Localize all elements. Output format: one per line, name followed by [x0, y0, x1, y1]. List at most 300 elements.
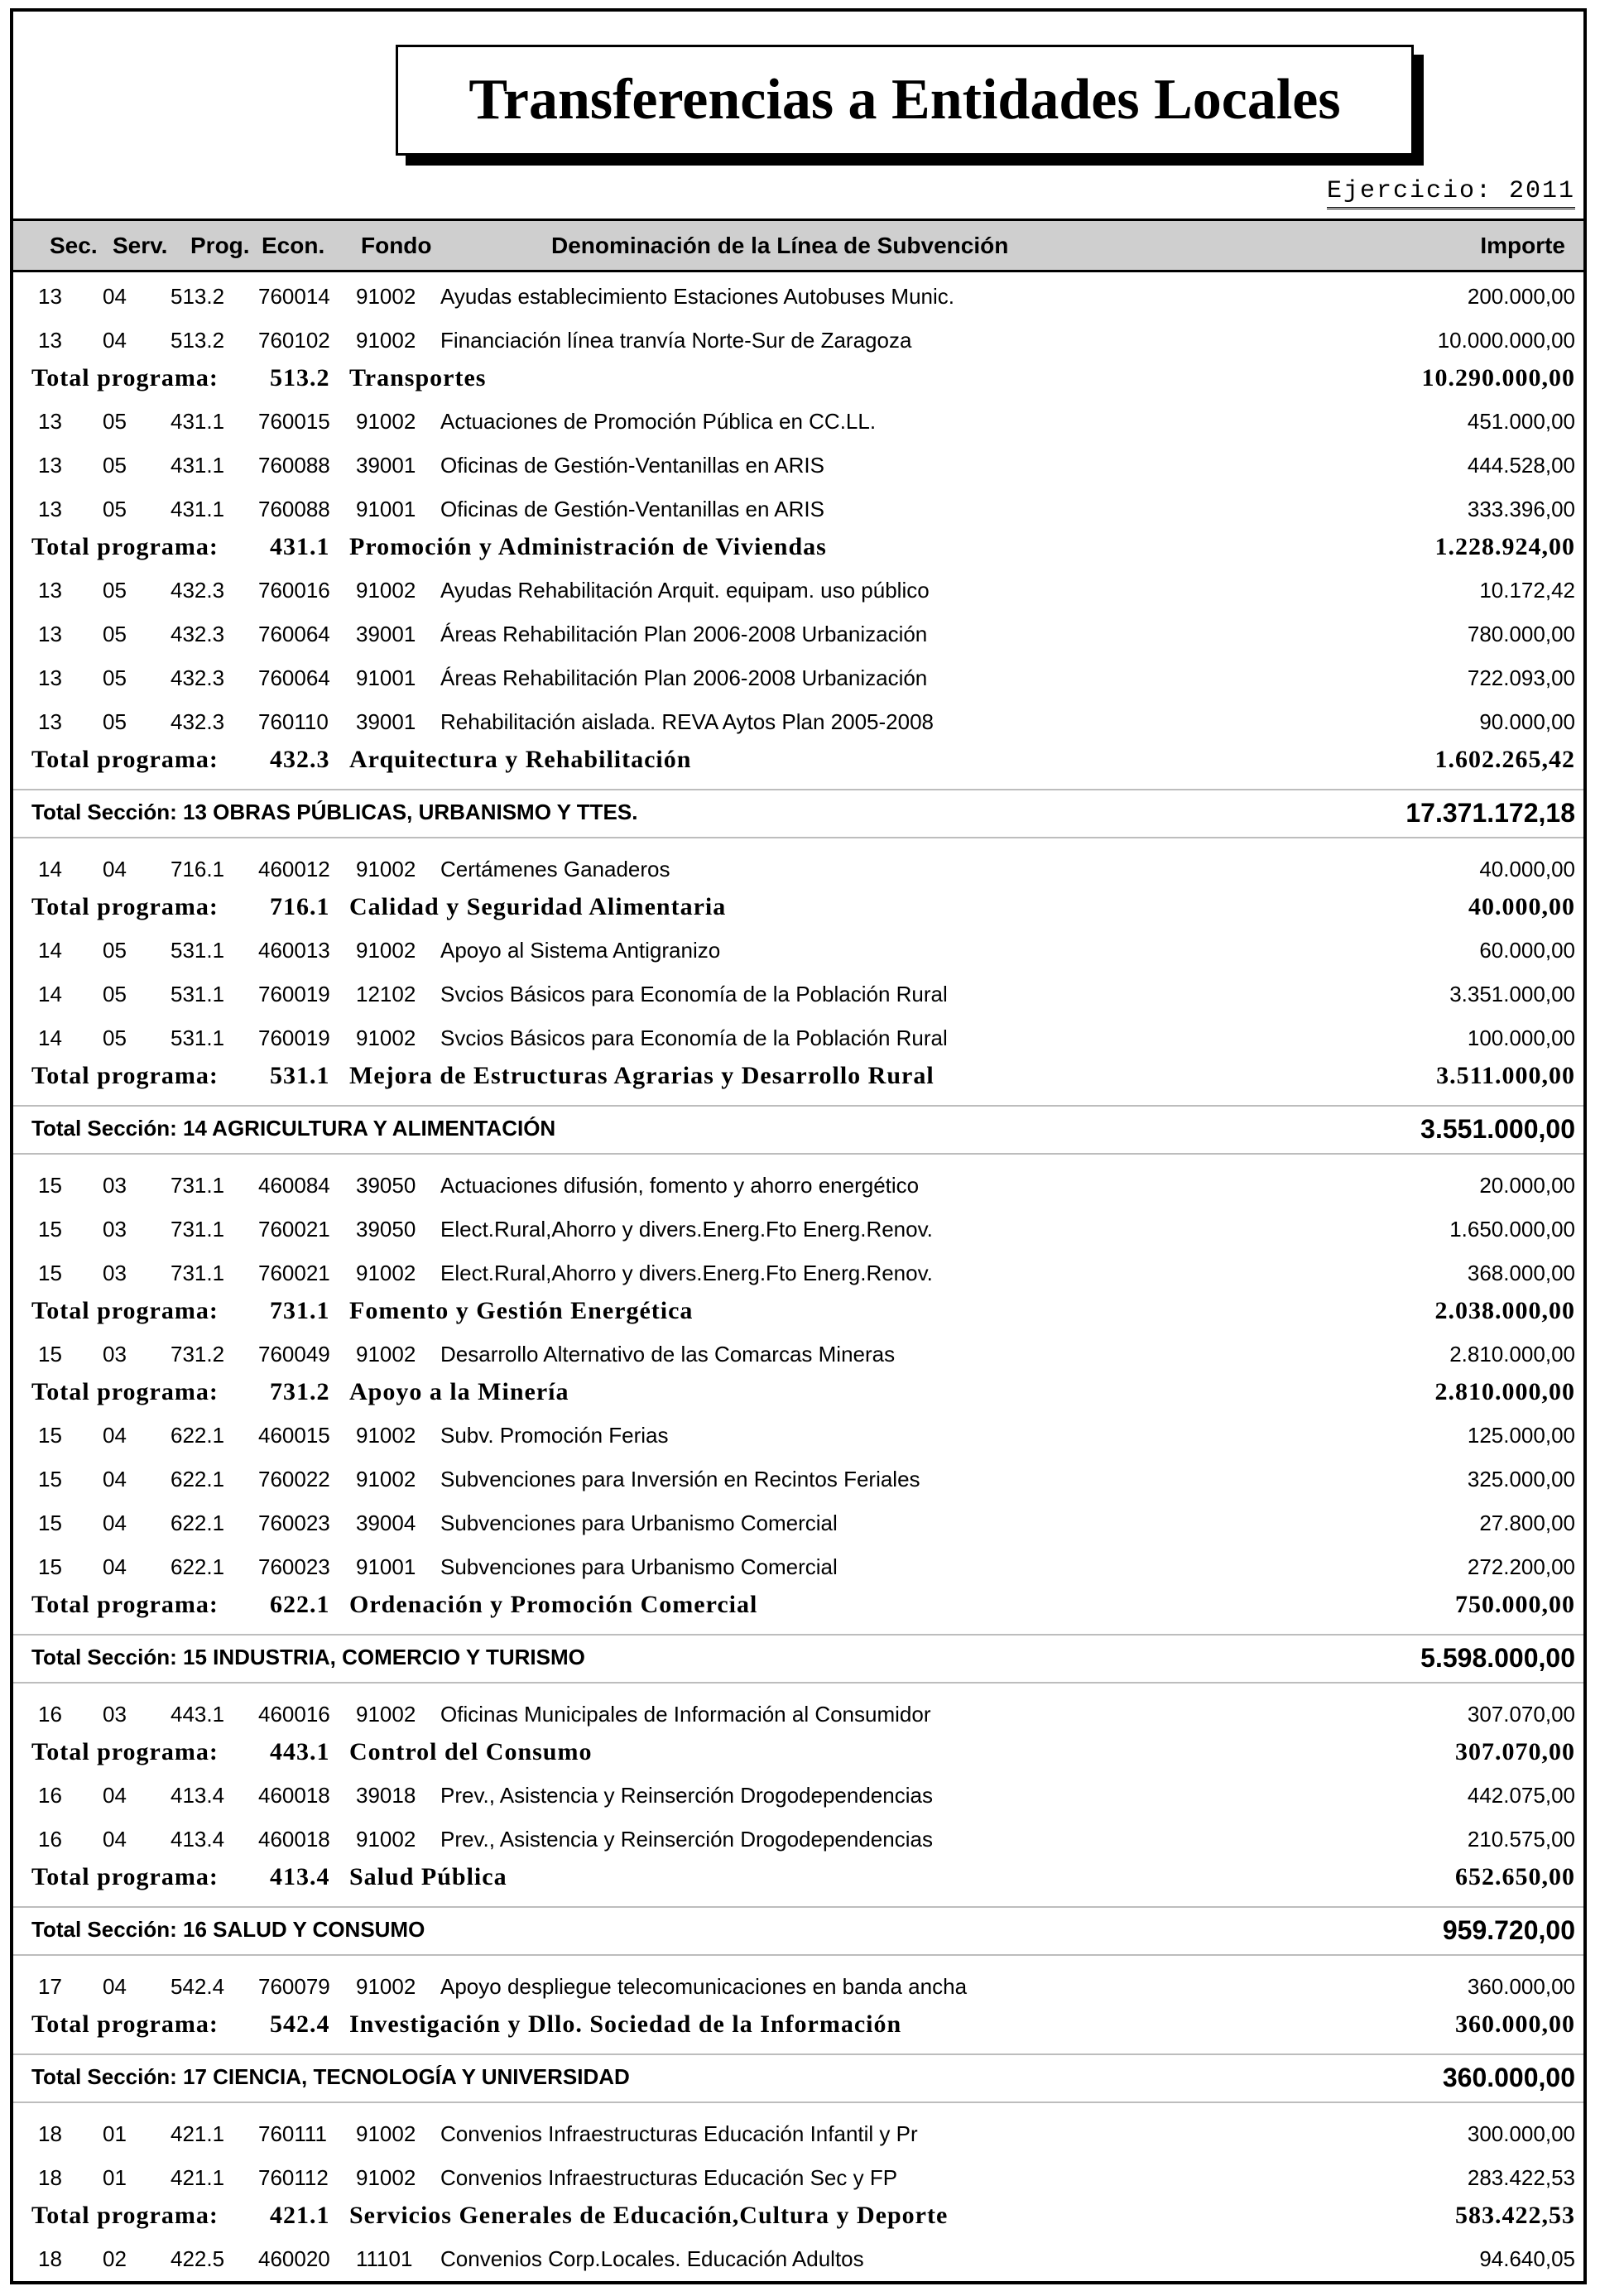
cell-importe: 10.172,42 [1479, 578, 1575, 603]
cell-prog: 622.1 [171, 1467, 225, 1491]
cell-denominacion: Áreas Rehabilitación Plan 2006-2008 Urbanización [440, 665, 928, 690]
cell-econ: 460016 [258, 1702, 330, 1727]
cell-econ: 760023 [258, 1511, 330, 1535]
cell-fondo: 91001 [356, 1554, 416, 1579]
cell-serv: 03 [103, 1342, 127, 1367]
cell-importe: 1.650.000,00 [1449, 1217, 1575, 1242]
cell-fondo: 39018 [356, 1783, 416, 1808]
cell-fondo: 11101 [356, 2246, 413, 2271]
program-total-row [13, 2006, 1583, 2044]
table-row [13, 1499, 1583, 1543]
cell-fondo: 91002 [356, 1827, 416, 1852]
cell-sec: 13 [38, 328, 62, 353]
cell-importe: 2.810.000,00 [1449, 1342, 1575, 1367]
table-row [13, 1815, 1583, 1859]
table-row [13, 1690, 1583, 1734]
cell-prog: 716.1 [171, 857, 225, 881]
cell-sec: 15 [38, 1423, 62, 1448]
col-header-sec: Sec. [50, 233, 98, 258]
cell-econ: 760064 [258, 665, 330, 690]
table-row [13, 2235, 1583, 2279]
cell-denominacion: Rehabilitación aislada. REVA Aytos Plan 2005-2008 [440, 709, 934, 734]
column-header-bar [13, 219, 1583, 272]
cell-denominacion: Áreas Rehabilitación Plan 2006-2008 Urbanización [440, 622, 928, 646]
program-code: 542.4 [270, 2010, 330, 2038]
cell-fondo: 39004 [356, 1511, 416, 1535]
program-code: 443.1 [270, 1738, 330, 1765]
program-name: Transportes [349, 364, 487, 391]
table-row [13, 397, 1583, 441]
program-total-label: Total programa: [31, 364, 219, 391]
table-row [13, 1014, 1583, 1058]
col-header-econ: Econ. [262, 233, 325, 258]
table-row [13, 1411, 1583, 1455]
program-code: 731.1 [270, 1297, 330, 1324]
cell-econ: 460020 [258, 2246, 330, 2271]
cell-denominacion: Prev., Asistencia y Reinserción Drogodependencias [440, 1783, 933, 1808]
program-name: Mejora de Estructuras Agrarias y Desarrollo Rural [349, 1062, 935, 1089]
program-name: Calidad y Seguridad Alimentaria [349, 893, 727, 920]
program-code: 431.1 [270, 533, 330, 560]
cell-sec: 14 [38, 938, 62, 963]
cell-serv: 05 [103, 622, 127, 646]
cell-fondo: 91002 [356, 578, 416, 603]
cell-serv: 01 [103, 2165, 127, 2190]
table-row [13, 926, 1583, 970]
cell-serv: 03 [103, 1173, 127, 1198]
cell-fondo: 91002 [356, 1702, 416, 1727]
col-header-fondo: Fondo [361, 233, 432, 258]
cell-prog: 731.1 [171, 1217, 225, 1242]
program-total-label: Total programa: [31, 1062, 219, 1089]
section-total-amount: 360.000,00 [1442, 2063, 1575, 2092]
program-name: Apoyo a la Minería [349, 1378, 569, 1405]
cell-serv: 05 [103, 982, 127, 1006]
section-total-label: Total Sección: 14 AGRICULTURA Y ALIMENTACIÓN [31, 1116, 556, 1141]
cell-importe: 444.528,00 [1467, 453, 1575, 478]
cell-prog: 531.1 [171, 1026, 225, 1050]
cell-econ: 460018 [258, 1827, 330, 1852]
cell-econ: 760019 [258, 1026, 330, 1050]
program-total-amount: 2.038.000,00 [1434, 1297, 1575, 1324]
table-row [13, 272, 1583, 316]
table-row [13, 698, 1583, 742]
program-total-row [13, 2198, 1583, 2235]
section-total-label: Total Sección: 16 SALUD Y CONSUMO [31, 1917, 425, 1942]
cell-importe: 60.000,00 [1479, 938, 1575, 963]
cell-prog: 432.3 [171, 709, 225, 734]
cell-sec: 15 [38, 1261, 62, 1285]
cell-denominacion: Svcios Básicos para Economía de la Población Rural [440, 1026, 948, 1050]
cell-econ: 460012 [258, 857, 330, 881]
cell-importe: 20.000,00 [1479, 1173, 1575, 1198]
cell-denominacion: Financiación línea tranvía Norte-Sur de Zaragoza [440, 328, 912, 353]
program-code: 421.1 [270, 2202, 330, 2229]
cell-fondo: 91002 [356, 409, 416, 434]
report-page [10, 8, 1587, 2284]
program-name: Servicios Generales de Educación,Cultura y Deporte [349, 2202, 949, 2229]
program-total-amount: 750.000,00 [1455, 1591, 1575, 1618]
cell-serv: 05 [103, 938, 127, 963]
cell-fondo: 91002 [356, 328, 416, 353]
section-total-row [13, 1906, 1583, 1956]
section-total-amount: 959.720,00 [1442, 1915, 1575, 1945]
program-total-label: Total programa: [31, 1591, 219, 1618]
table-row [13, 1962, 1583, 2006]
program-total-amount: 652.650,00 [1455, 1863, 1575, 1890]
cell-prog: 731.2 [171, 1342, 225, 1367]
cell-sec: 14 [38, 982, 62, 1006]
cell-denominacion: Subvenciones para Inversión en Recintos Feriales [440, 1467, 920, 1491]
cell-fondo: 91002 [356, 284, 416, 309]
cell-denominacion: Ayudas Rehabilitación Arquit. equipam. uso público [440, 578, 930, 603]
cell-importe: 200.000,00 [1467, 284, 1575, 309]
cell-denominacion: Svcios Básicos para Economía de la Población Rural [440, 982, 948, 1006]
cell-importe: 368.000,00 [1467, 1261, 1575, 1285]
table-row [13, 1249, 1583, 1293]
program-code: 531.1 [270, 1062, 330, 1089]
cell-serv: 05 [103, 497, 127, 521]
cell-importe: 272.200,00 [1467, 1554, 1575, 1579]
cell-serv: 05 [103, 665, 127, 690]
table-row [13, 2110, 1583, 2154]
cell-serv: 03 [103, 1261, 127, 1285]
program-total-amount: 2.810.000,00 [1434, 1378, 1575, 1405]
cell-denominacion: Subvenciones para Urbanismo Comercial [440, 1554, 838, 1579]
cell-serv: 01 [103, 2121, 127, 2146]
table-row [13, 1455, 1583, 1499]
cell-serv: 03 [103, 1702, 127, 1727]
section-total-amount: 5.598.000,00 [1420, 1643, 1575, 1673]
cell-econ: 460013 [258, 938, 330, 963]
program-total-row [13, 889, 1583, 926]
cell-importe: 90.000,00 [1479, 709, 1575, 734]
col-header-denominacion: Denominación de la Línea de Subvención [551, 233, 1009, 258]
cell-denominacion: Subv. Promoción Ferias [440, 1423, 669, 1448]
program-total-amount: 40.000,00 [1468, 893, 1575, 920]
cell-importe: 100.000,00 [1467, 1026, 1575, 1050]
program-name: Control del Consumo [349, 1738, 593, 1765]
section-total-row [13, 1634, 1583, 1684]
cell-serv: 05 [103, 578, 127, 603]
cell-sec: 14 [38, 857, 62, 881]
cell-importe: 333.396,00 [1467, 497, 1575, 521]
cell-importe: 94.640,05 [1479, 2246, 1575, 2271]
cell-econ: 760014 [258, 284, 330, 309]
section-total-row [13, 789, 1583, 838]
program-total-label: Total programa: [31, 1297, 219, 1324]
cell-serv: 04 [103, 857, 127, 881]
cell-econ: 760023 [258, 1554, 330, 1579]
cell-serv: 03 [103, 1217, 127, 1242]
program-total-label: Total programa: [31, 746, 219, 773]
program-code: 622.1 [270, 1591, 330, 1618]
section-total-label: Total Sección: 17 CIENCIA, TECNOLOGÍA Y UNIVERSIDAD [31, 2064, 630, 2089]
cell-econ: 760021 [258, 1217, 330, 1242]
cell-prog: 513.2 [171, 328, 225, 353]
cell-prog: 422.5 [171, 2246, 225, 2271]
cell-fondo: 91001 [356, 665, 416, 690]
cell-prog: 413.4 [171, 1783, 225, 1808]
cell-serv: 04 [103, 1423, 127, 1448]
cell-importe: 210.575,00 [1467, 1827, 1575, 1852]
cell-econ: 760110 [258, 709, 329, 734]
cell-denominacion: Elect.Rural,Ahorro y divers.Energ.Fto Energ.Renov. [440, 1217, 933, 1242]
cell-prog: 622.1 [171, 1511, 225, 1535]
cell-econ: 760064 [258, 622, 330, 646]
cell-denominacion: Actuaciones difusión, fomento y ahorro energético [440, 1173, 920, 1198]
cell-denominacion: Certámenes Ganaderos [440, 857, 670, 881]
cell-econ: 760016 [258, 578, 330, 603]
cell-sec: 18 [38, 2246, 62, 2271]
cell-fondo: 91002 [356, 938, 416, 963]
table-row [13, 566, 1583, 610]
program-name: Fomento y Gestión Energética [349, 1297, 694, 1324]
cell-importe: 442.075,00 [1467, 1783, 1575, 1808]
cell-prog: 432.3 [171, 578, 225, 603]
section-total-label: Total Sección: 15 INDUSTRIA, COMERCIO Y TURISMO [31, 1645, 585, 1669]
cell-sec: 13 [38, 622, 62, 646]
cell-importe: 780.000,00 [1467, 622, 1575, 646]
table-row [13, 845, 1583, 889]
cell-importe: 451.000,00 [1467, 409, 1575, 434]
cell-serv: 05 [103, 409, 127, 434]
cell-denominacion: Subvenciones para Urbanismo Comercial [440, 1511, 838, 1535]
col-header-serv: Serv. [113, 233, 168, 258]
cell-sec: 18 [38, 2121, 62, 2146]
cell-fondo: 91002 [356, 1026, 416, 1050]
cell-serv: 02 [103, 2246, 127, 2271]
cell-sec: 16 [38, 1827, 62, 1852]
col-header-prog: Prog. [190, 233, 250, 258]
cell-denominacion: Prev., Asistencia y Reinserción Drogodependencias [440, 1827, 933, 1852]
program-total-row [13, 742, 1583, 779]
cell-denominacion: Apoyo despliegue telecomunicaciones en banda ancha [440, 1974, 968, 1999]
cell-sec: 13 [38, 578, 62, 603]
cell-denominacion: Oficinas de Gestión-Ventanillas en ARIS [440, 497, 824, 521]
section-total-amount: 3.551.000,00 [1420, 1114, 1575, 1144]
program-total-label: Total programa: [31, 533, 219, 560]
cell-econ: 760112 [258, 2165, 329, 2190]
cell-sec: 13 [38, 709, 62, 734]
page-title: Transferencias a Entidades Locales [468, 68, 1341, 132]
program-total-label: Total programa: [31, 1738, 219, 1765]
table-row [13, 970, 1583, 1014]
cell-denominacion: Oficinas de Gestión-Ventanillas en ARIS [440, 453, 824, 478]
cell-denominacion: Oficinas Municipales de Información al Consumidor [440, 1702, 931, 1727]
cell-serv: 04 [103, 328, 127, 353]
cell-serv: 04 [103, 1783, 127, 1808]
cell-serv: 04 [103, 1467, 127, 1491]
cell-fondo: 91002 [356, 1423, 416, 1448]
cell-fondo: 39001 [356, 709, 416, 734]
cell-sec: 15 [38, 1173, 62, 1198]
cell-denominacion: Actuaciones de Promoción Pública en CC.LL. [440, 409, 877, 434]
program-total-row [13, 360, 1583, 397]
program-total-row [13, 1293, 1583, 1330]
program-code: 716.1 [270, 893, 330, 920]
table-row [13, 2154, 1583, 2198]
cell-econ: 460018 [258, 1783, 330, 1808]
cell-prog: 513.2 [171, 284, 225, 309]
program-code: 731.2 [270, 1378, 330, 1405]
cell-fondo: 91002 [356, 2121, 416, 2146]
cell-prog: 431.1 [171, 453, 225, 478]
cell-serv: 05 [103, 1026, 127, 1050]
table-row [13, 1543, 1583, 1587]
program-total-row [13, 1587, 1583, 1624]
cell-denominacion: Convenios Corp.Locales. Educación Adultos [440, 2246, 864, 2271]
cell-importe: 300.000,00 [1467, 2121, 1575, 2146]
cell-sec: 14 [38, 1026, 62, 1050]
cell-fondo: 91002 [356, 857, 416, 881]
table-row [13, 1771, 1583, 1815]
cell-prog: 731.1 [171, 1173, 225, 1198]
cell-econ: 760102 [258, 328, 330, 353]
cell-prog: 413.4 [171, 1827, 225, 1852]
cell-denominacion: Apoyo al Sistema Antigranizo [440, 938, 721, 963]
cell-prog: 421.1 [171, 2165, 225, 2190]
program-name: Investigación y Dllo. Sociedad de la Información [349, 2010, 902, 2038]
cell-fondo: 91002 [356, 1467, 416, 1491]
program-total-label: Total programa: [31, 1863, 219, 1890]
cell-denominacion: Convenios Infraestructuras Educación Infantil y Pr [440, 2121, 918, 2146]
cell-sec: 17 [38, 1974, 62, 1999]
cell-serv: 04 [103, 1554, 127, 1579]
program-name: Ordenación y Promoción Comercial [349, 1591, 758, 1618]
program-total-row [13, 1374, 1583, 1411]
cell-econ: 760088 [258, 497, 330, 521]
fiscal-year-label: Ejercicio: 2011 [1327, 177, 1575, 209]
section-total-amount: 17.371.172,18 [1405, 798, 1575, 828]
program-total-label: Total programa: [31, 2010, 219, 2038]
table-row [13, 610, 1583, 654]
cell-importe: 283.422,53 [1467, 2165, 1575, 2190]
cell-serv: 05 [103, 453, 127, 478]
cell-serv: 04 [103, 1511, 127, 1535]
cell-serv: 05 [103, 709, 127, 734]
cell-fondo: 39001 [356, 622, 416, 646]
cell-sec: 15 [38, 1467, 62, 1491]
program-total-amount: 1.602.265,42 [1434, 746, 1575, 773]
section-total-row [13, 2053, 1583, 2103]
cell-econ: 760019 [258, 982, 330, 1006]
table-row [13, 1330, 1583, 1374]
program-total-row [13, 1058, 1583, 1095]
cell-prog: 432.3 [171, 622, 225, 646]
cell-sec: 15 [38, 1342, 62, 1367]
cell-prog: 622.1 [171, 1423, 225, 1448]
cell-fondo: 91002 [356, 1342, 416, 1367]
program-total-row [13, 1859, 1583, 1896]
cell-importe: 307.070,00 [1467, 1702, 1575, 1727]
cell-prog: 443.1 [171, 1702, 225, 1727]
cell-fondo: 39050 [356, 1217, 416, 1242]
table-row [13, 1161, 1583, 1205]
program-total-label: Total programa: [31, 893, 219, 920]
program-total-amount: 3.511.000,00 [1436, 1062, 1575, 1089]
cell-sec: 13 [38, 284, 62, 309]
cell-importe: 3.351.000,00 [1449, 982, 1575, 1006]
cell-importe: 27.800,00 [1479, 1511, 1575, 1535]
cell-denominacion: Elect.Rural,Ahorro y divers.Energ.Fto Energ.Renov. [440, 1261, 933, 1285]
program-name: Promoción y Administración de Viviendas [349, 533, 827, 560]
program-name: Arquitectura y Rehabilitación [349, 746, 692, 773]
cell-denominacion: Desarrollo Alternativo de las Comarcas Mineras [440, 1342, 896, 1367]
program-total-amount: 360.000,00 [1455, 2010, 1575, 2038]
program-code: 513.2 [270, 364, 330, 391]
cell-econ: 760088 [258, 453, 330, 478]
cell-importe: 125.000,00 [1467, 1423, 1575, 1448]
cell-econ: 460015 [258, 1423, 330, 1448]
section-total-row [13, 1105, 1583, 1155]
table-row [13, 654, 1583, 698]
cell-prog: 432.3 [171, 665, 225, 690]
table-body [13, 272, 1583, 2279]
cell-serv: 04 [103, 284, 127, 309]
table-row [13, 485, 1583, 529]
cell-sec: 13 [38, 665, 62, 690]
program-total-amount: 10.290.000,00 [1421, 364, 1575, 391]
cell-sec: 13 [38, 497, 62, 521]
cell-importe: 40.000,00 [1479, 857, 1575, 881]
cell-sec: 13 [38, 409, 62, 434]
program-total-label: Total programa: [31, 1378, 219, 1405]
cell-sec: 16 [38, 1702, 62, 1727]
title-box [396, 45, 1414, 156]
cell-fondo: 91002 [356, 1261, 416, 1285]
cell-econ: 760079 [258, 1974, 330, 1999]
cell-prog: 531.1 [171, 938, 225, 963]
cell-serv: 04 [103, 1827, 127, 1852]
program-code: 432.3 [270, 746, 330, 773]
col-header-importe: Importe [1480, 233, 1565, 258]
cell-econ: 760021 [258, 1261, 330, 1285]
table-row [13, 316, 1583, 360]
program-total-amount: 307.070,00 [1455, 1738, 1575, 1765]
program-total-row [13, 529, 1583, 566]
cell-denominacion: Convenios Infraestructuras Educación Sec y FP [440, 2165, 898, 2190]
cell-importe: 325.000,00 [1467, 1467, 1575, 1491]
cell-fondo: 91002 [356, 2165, 416, 2190]
cell-prog: 542.4 [171, 1974, 225, 1999]
cell-econ: 760111 [258, 2121, 327, 2146]
section-total-label: Total Sección: 13 OBRAS PÚBLICAS, URBANISMO Y TTES. [31, 800, 638, 824]
cell-prog: 421.1 [171, 2121, 225, 2146]
cell-prog: 531.1 [171, 982, 225, 1006]
cell-sec: 15 [38, 1511, 62, 1535]
cell-fondo: 12102 [356, 982, 416, 1006]
cell-serv: 04 [103, 1974, 127, 1999]
table-row [13, 1205, 1583, 1249]
cell-importe: 722.093,00 [1467, 665, 1575, 690]
cell-econ: 460084 [258, 1173, 330, 1198]
cell-econ: 760049 [258, 1342, 330, 1367]
cell-importe: 10.000.000,00 [1437, 328, 1575, 353]
cell-prog: 622.1 [171, 1554, 225, 1579]
cell-importe: 360.000,00 [1467, 1974, 1575, 1999]
program-total-row [13, 1734, 1583, 1771]
program-total-amount: 583.422,53 [1455, 2202, 1575, 2229]
cell-fondo: 91001 [356, 497, 416, 521]
program-code: 413.4 [270, 1863, 330, 1890]
cell-prog: 731.1 [171, 1261, 225, 1285]
program-name: Salud Pública [349, 1863, 507, 1890]
cell-fondo: 39001 [356, 453, 416, 478]
cell-sec: 15 [38, 1554, 62, 1579]
cell-econ: 760022 [258, 1467, 330, 1491]
cell-prog: 431.1 [171, 409, 225, 434]
